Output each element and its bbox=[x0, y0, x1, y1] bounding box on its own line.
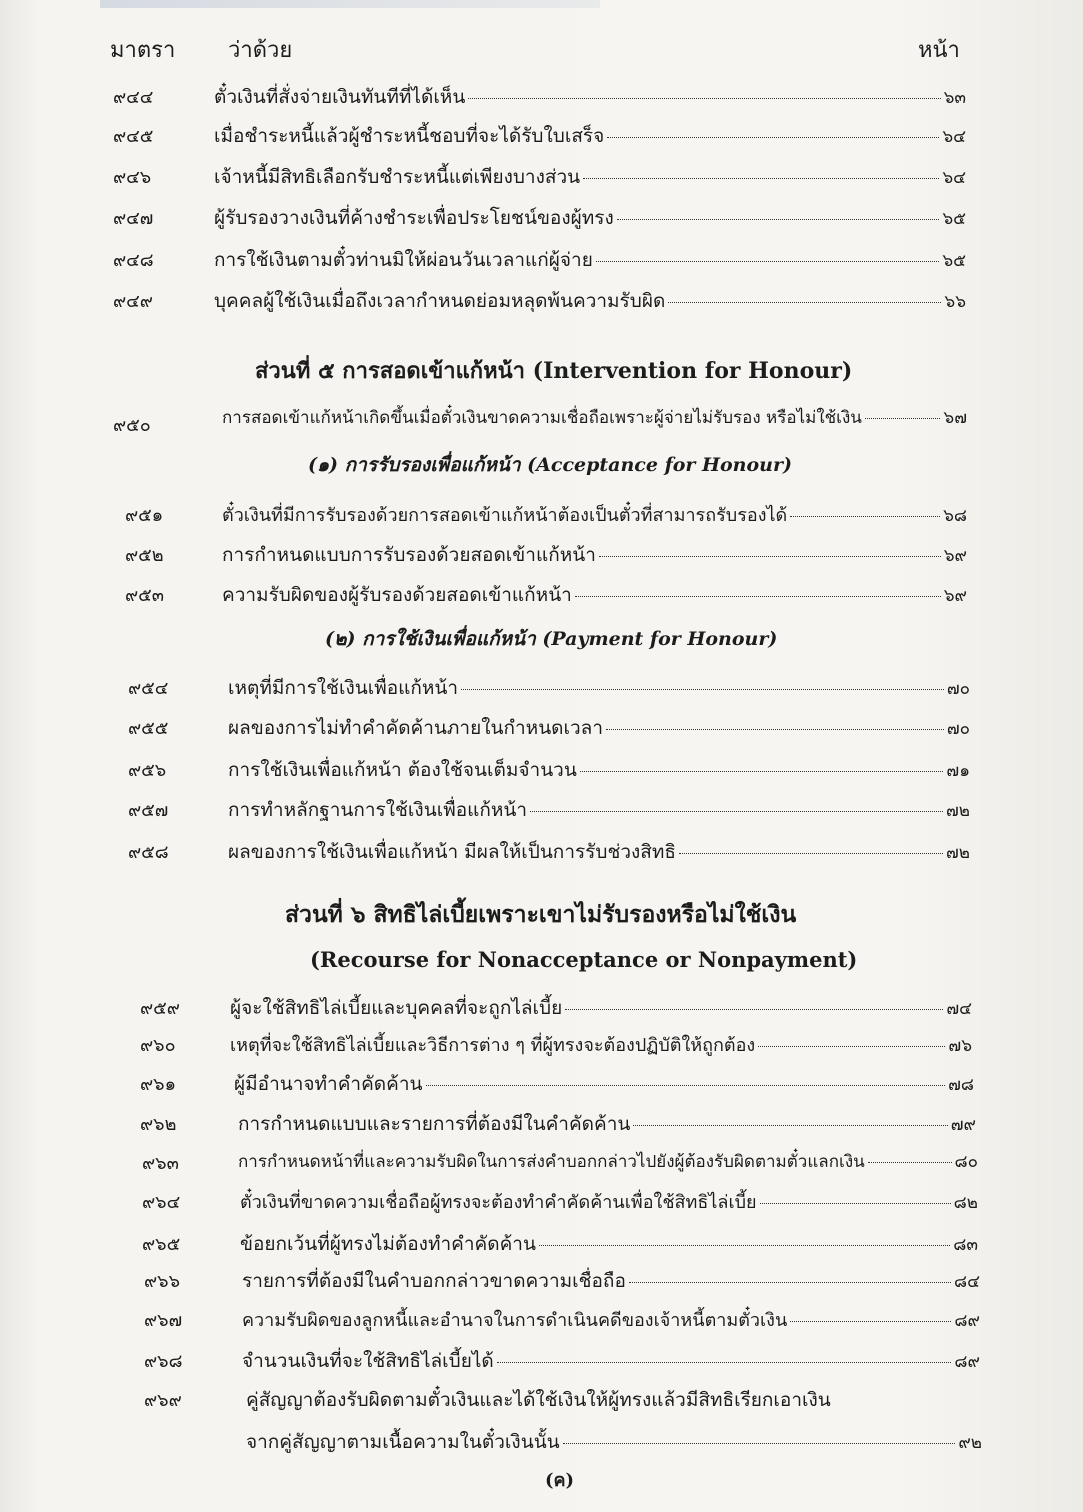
page-number: ๖๙ bbox=[943, 586, 967, 606]
entry-title: ความรับผิดของลูกหนี้และอำนาจในการดำเนินคดีของเจ้าหนี้ตามตั๋วเงิน bbox=[242, 1310, 788, 1331]
section-number: ๙๔๖ bbox=[113, 167, 152, 188]
page-number: ๗๒ bbox=[946, 843, 970, 863]
toc-entry[interactable] bbox=[0, 673, 1083, 703]
entry-title-line bbox=[222, 540, 967, 570]
entry-title: ผู้มีอำนาจทำคำคัดค้าน bbox=[234, 1073, 423, 1095]
entry-title-line bbox=[214, 245, 966, 275]
leader-dots bbox=[633, 1125, 947, 1126]
toc-entry[interactable] bbox=[0, 203, 1083, 233]
entry-title: ผู้รับรองวางเงินที่ค้างชำระเพื่อประโยชน์ของผู้ทรง bbox=[214, 207, 614, 229]
header-subject-column: ว่าด้วย bbox=[228, 38, 293, 63]
entry-title-line bbox=[228, 713, 970, 743]
entry-title-line bbox=[222, 404, 967, 431]
entry-title: เจ้าหนี้มีสิทธิเลือกรับชำระหนี้แต่เพียงบางส่วน bbox=[214, 166, 581, 188]
leader-dots bbox=[565, 1009, 943, 1010]
section-heading: ส่วนที่ ๕ การสอดเข้าแก้หน้า (Intervention for Honour) bbox=[255, 358, 853, 384]
entry-title-line bbox=[214, 203, 966, 233]
entry-title: ข้อยกเว้นที่ผู้ทรงไม่ต้องทำคำคัดค้าน bbox=[240, 1233, 536, 1255]
top-edge-band bbox=[100, 0, 600, 8]
entry-title-line bbox=[230, 1030, 972, 1059]
page-number: ๗๐ bbox=[946, 719, 970, 739]
entry-title-line bbox=[238, 1109, 976, 1139]
toc-entry[interactable] bbox=[0, 286, 1083, 316]
entry-title: รายการที่ต้องมีในคำบอกกล่าวขาดความเชื่อถือ bbox=[242, 1270, 626, 1292]
entry-title-line bbox=[242, 1305, 980, 1334]
toc-entry[interactable] bbox=[0, 580, 1083, 610]
entry-title: การใช้เงินตามตั๋วท่านมิให้ผ่อนวันเวลาแก่ผู้จ่าย bbox=[214, 249, 593, 271]
page-number: ๙๒ bbox=[958, 1433, 982, 1453]
toc-entry[interactable] bbox=[0, 1030, 1083, 1060]
section-number: ๙๕๒ bbox=[125, 545, 164, 566]
section-number: ๙๕๘ bbox=[128, 842, 169, 863]
leader-dots bbox=[580, 771, 944, 772]
page-number: ๘๔ bbox=[954, 1272, 980, 1292]
toc-entry[interactable] bbox=[0, 1266, 1083, 1296]
entry-title: ตั๋วเงินที่ขาดความเชื่อถือผู้ทรงจะต้องทำคำคัดค้านเพื่อใช้สิทธิไล่เบี้ย bbox=[240, 1192, 757, 1213]
entry-title-line bbox=[234, 1069, 974, 1099]
leader-dots bbox=[868, 1162, 952, 1163]
page-number: ๖๘ bbox=[943, 506, 967, 526]
section-number: ๙๕๙ bbox=[140, 998, 180, 1019]
entry-title: ผลของการไม่ทำคำคัดค้านภายในกำหนดเวลา bbox=[228, 717, 603, 739]
entry-title: คู่สัญญาต้องรับผิดตามตั๋วเงินและได้ใช้เงินให้ผู้ทรงแล้วมีสิทธิเรียกเอาเงิน bbox=[246, 1389, 831, 1411]
entry-title: เมื่อชำระหนี้แล้วผู้ชำระหนี้ชอบที่จะได้รับใบเสร็จ bbox=[214, 125, 605, 147]
entry-title-line bbox=[242, 1346, 980, 1376]
entry-title: การสอดเข้าแก้หน้าเกิดขึ้นเมื่อตั๋วเงินขาดความเชื่อถือเพราะผู้จ่ายไม่รับรอง หรือไม่ใช้เงิน bbox=[222, 408, 862, 428]
entry-title-line bbox=[222, 500, 967, 529]
leader-dots bbox=[668, 302, 941, 303]
entry-title-line bbox=[214, 121, 966, 151]
section-number: ๙๖๙ bbox=[144, 1390, 182, 1411]
entry-title: ตั๋วเงินที่สั่งจ่ายเงินทันทีที่ได้เห็น bbox=[214, 86, 466, 108]
header-section-column: มาตรา bbox=[110, 38, 176, 63]
section-number: ๙๔๗ bbox=[113, 208, 154, 229]
header-page-column: หน้า bbox=[918, 38, 960, 63]
page-number: ๗๔ bbox=[946, 999, 972, 1019]
entry-title: การกำหนดแบบและรายการที่ต้องมีในคำคัดค้าน bbox=[238, 1113, 631, 1135]
toc-entry[interactable] bbox=[0, 245, 1083, 275]
leader-dots bbox=[790, 1321, 951, 1322]
section-number: ๙๖๑ bbox=[140, 1074, 177, 1095]
page-number: ๖๖ bbox=[944, 292, 966, 312]
entry-title-line bbox=[238, 1148, 978, 1175]
section-number: ๙๔๔ bbox=[113, 87, 154, 108]
subsection-heading: (๑) การรับรองเพื่อแก้หน้า (Acceptance for Honour) bbox=[308, 454, 792, 476]
section-heading: ส่วนที่ ๖ สิทธิไล่เบี้ยเพราะเขาไม่รับรองหรือไม่ใช้เงิน bbox=[285, 901, 797, 928]
leader-dots bbox=[539, 1245, 950, 1246]
page-number: ๗๖ bbox=[948, 1036, 972, 1056]
entry-title-line bbox=[242, 1266, 980, 1296]
section-number: ๙๔๙ bbox=[113, 291, 153, 312]
leader-dots bbox=[758, 1046, 945, 1047]
section-number: ๙๖๕ bbox=[142, 1234, 181, 1255]
section-number: ๙๔๕ bbox=[113, 126, 154, 147]
page-number: ๗๙ bbox=[950, 1115, 976, 1135]
entry-title: การกำหนดแบบการรับรองด้วยสอดเข้าแก้หน้า bbox=[222, 544, 596, 566]
toc-entry[interactable] bbox=[0, 795, 1083, 825]
entry-title: เหตุที่มีการใช้เงินเพื่อแก้หน้า bbox=[228, 677, 459, 699]
subsection-heading: (๒) การใช้เงินเพื่อแก้หน้า (Payment for Honour) bbox=[325, 628, 778, 650]
entry-title-line bbox=[214, 286, 966, 316]
toc-entry[interactable] bbox=[0, 404, 1083, 434]
leader-dots bbox=[530, 811, 943, 812]
section-number: ๙๕๑ bbox=[125, 505, 164, 526]
section-number: ๙๖๔ bbox=[142, 1192, 181, 1213]
entry-title: บุคคลผู้ใช้เงินเมื่อถึงเวลากำหนดย่อมหลุดพ้นความรับผิด bbox=[214, 290, 666, 312]
leader-dots bbox=[497, 1362, 952, 1363]
page-number: ๘๐ bbox=[954, 1152, 978, 1172]
toc-entry[interactable] bbox=[0, 1187, 1083, 1217]
toc-entry[interactable] bbox=[0, 755, 1083, 785]
toc-entry[interactable] bbox=[0, 1229, 1083, 1259]
entry-title-line bbox=[240, 1187, 978, 1216]
section-number: ๙๕๕ bbox=[128, 718, 169, 739]
entry-title: การใช้เงินเพื่อแก้หน้า ต้องใช้จนเต็มจำนวน bbox=[228, 759, 577, 781]
toc-entry[interactable] bbox=[0, 121, 1083, 151]
page-number: ๖๗ bbox=[943, 408, 967, 428]
entry-title: ความรับผิดของผู้รับรองด้วยสอดเข้าแก้หน้า bbox=[222, 584, 572, 606]
section-number: ๙๕๗ bbox=[128, 800, 169, 821]
page-number: ๘๙ bbox=[954, 1311, 980, 1331]
leader-dots bbox=[606, 729, 944, 730]
section-number: ๙๕๖ bbox=[128, 760, 167, 781]
toc-entry[interactable] bbox=[0, 1346, 1083, 1376]
entry-title-line bbox=[222, 580, 967, 610]
page-number: ๘๓ bbox=[953, 1235, 978, 1255]
toc-entry[interactable] bbox=[0, 1305, 1083, 1335]
entry-title: จำนวนเงินที่จะใช้สิทธิไล่เบี้ยได้ bbox=[242, 1350, 494, 1372]
leader-dots bbox=[679, 853, 943, 854]
section-number: ๙๖๗ bbox=[144, 1310, 183, 1331]
entry-title-line bbox=[228, 755, 970, 785]
toc-entry[interactable] bbox=[0, 1069, 1083, 1099]
leader-dots bbox=[790, 516, 940, 517]
page-number: ๘๙ bbox=[954, 1352, 980, 1372]
leader-dots bbox=[760, 1203, 951, 1204]
entry-title-line bbox=[230, 993, 972, 1023]
entry-title: เหตุที่จะใช้สิทธิไล่เบี้ยและวิธีการต่าง ๆ ที่ผู้ทรงจะต้องปฏิบัติให้ถูกต้อง bbox=[230, 1035, 756, 1056]
leader-dots bbox=[607, 137, 939, 138]
entry-title: ผู้จะใช้สิทธิไล่เบี้ยและบุคคลที่จะถูกไล่เบี้ย bbox=[230, 997, 563, 1019]
page-number: ๖๕ bbox=[942, 251, 966, 271]
toc-entry[interactable] bbox=[0, 713, 1083, 743]
leader-dots bbox=[468, 98, 940, 99]
toc-entry[interactable] bbox=[0, 540, 1083, 570]
section-number: ๙๕๓ bbox=[125, 585, 165, 606]
leader-dots bbox=[596, 261, 939, 262]
entry-title-line bbox=[228, 673, 970, 703]
toc-entry[interactable] bbox=[0, 82, 1083, 112]
leader-dots bbox=[599, 556, 941, 557]
page-number: ๗๑ bbox=[946, 761, 970, 781]
entry-title-line bbox=[214, 162, 966, 192]
toc-entry[interactable] bbox=[0, 993, 1083, 1023]
page-footer-label: (ค) bbox=[545, 1470, 575, 1491]
leader-dots bbox=[629, 1282, 951, 1283]
leader-dots bbox=[575, 596, 941, 597]
section-number: ๙๔๘ bbox=[113, 250, 154, 271]
entry-title: การทำหลักฐานการใช้เงินเพื่อแก้หน้า bbox=[228, 799, 528, 821]
toc-entry[interactable] bbox=[0, 1109, 1083, 1139]
toc-entry[interactable] bbox=[0, 162, 1083, 192]
page-number: ๘๒ bbox=[953, 1193, 978, 1213]
entry-title-line bbox=[246, 1427, 982, 1457]
section-number: ๙๖๐ bbox=[140, 1035, 176, 1056]
section-number: ๙๕๐ bbox=[113, 415, 151, 436]
section-subtitle: (Recourse for Nonacceptance or Nonpayment) bbox=[310, 947, 858, 972]
leader-dots bbox=[426, 1085, 946, 1086]
page-number: ๖๔ bbox=[942, 168, 966, 188]
entry-title: ตั๋วเงินที่มีการรับรองด้วยการสอดเข้าแก้หน้าต้องเป็นตั๋วที่สามารถรับรองได้ bbox=[222, 505, 788, 526]
entry-title-line bbox=[228, 837, 970, 867]
toc-entry[interactable] bbox=[0, 500, 1083, 530]
entry-title: การกำหนดหน้าที่และความรับผิดในการส่งคำบอกกล่าวไปยังผู้ต้องรับผิดตามตั๋วแลกเงิน bbox=[238, 1152, 865, 1172]
page-number: ๗๘ bbox=[948, 1075, 974, 1095]
section-number: ๙๕๔ bbox=[128, 678, 169, 699]
page-number: ๗๒ bbox=[946, 801, 970, 821]
entry-title-line bbox=[240, 1229, 978, 1259]
toc-entry[interactable] bbox=[0, 1148, 1083, 1178]
entry-title-line bbox=[214, 82, 966, 112]
leader-dots bbox=[583, 178, 939, 179]
section-number: ๙๖๒ bbox=[140, 1114, 177, 1135]
entry-title-continued: จากคู่สัญญาตามเนื้อความในตั๋วเงินนั้น bbox=[246, 1431, 560, 1453]
leader-dots bbox=[865, 418, 941, 419]
page-number: ๖๔ bbox=[942, 127, 966, 147]
entry-title: ผลของการใช้เงินเพื่อแก้หน้า มีผลให้เป็นการรับช่วงสิทธิ bbox=[228, 841, 677, 863]
leader-dots bbox=[563, 1443, 956, 1444]
section-number: ๙๖๓ bbox=[142, 1153, 179, 1174]
toc-entry[interactable] bbox=[0, 1385, 1083, 1455]
page-number: ๗๐ bbox=[946, 679, 970, 699]
toc-entry[interactable] bbox=[0, 837, 1083, 867]
section-number: ๙๖๘ bbox=[144, 1351, 183, 1372]
leader-dots bbox=[617, 219, 940, 220]
leader-dots bbox=[461, 689, 944, 690]
section-number: ๙๖๖ bbox=[144, 1271, 181, 1292]
page-number: ๖๙ bbox=[943, 546, 967, 566]
entry-title-line bbox=[228, 795, 970, 825]
page-number: ๖๓ bbox=[943, 88, 966, 108]
page-number: ๖๕ bbox=[942, 209, 966, 229]
